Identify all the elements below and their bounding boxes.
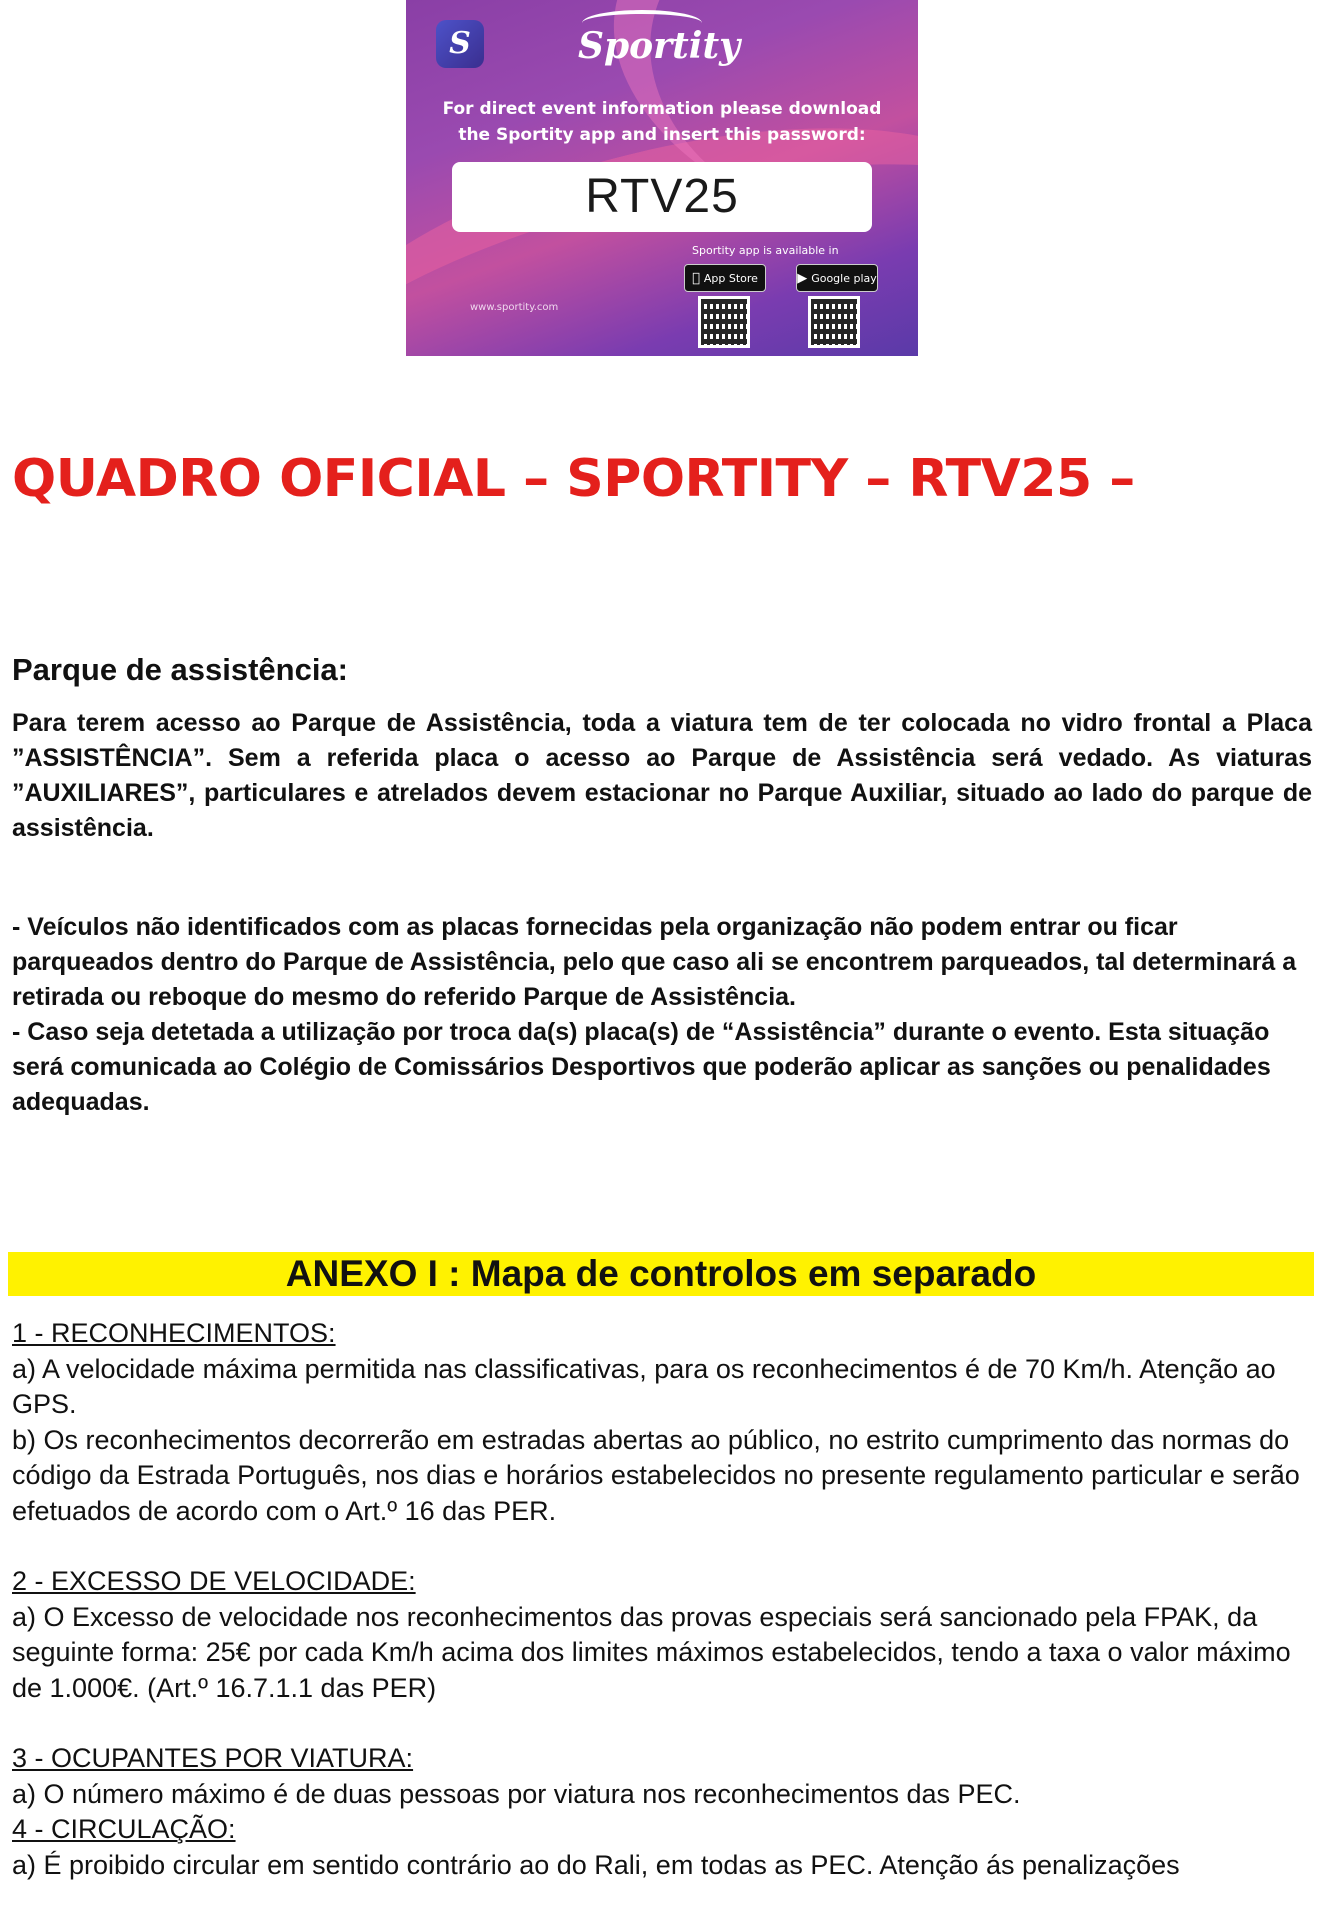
page-title: QUADRO OFICIAL – SPORTITY – RTV25 – (12, 449, 1135, 509)
banner-instructions (426, 96, 898, 148)
sportity-logo: Sportity (578, 25, 740, 67)
annex-title: ANEXO I : Mapa de controlos em separado (285, 1253, 1037, 1294)
app-store-badge[interactable] (684, 264, 766, 292)
assistance-rule-1: - Veículos não identificados com as placas fornecidas pela organização não podem entrar ou ficar parqueados dentro do Parque de Assistência, pelo que caso ali se encontrem parqueados, tal determinará a retirada ou reboque do mesmo do referido Parque de Assistência. (12, 913, 1297, 1011)
website-label: www.sportity.com (470, 302, 559, 313)
spacer (12, 1706, 1312, 1741)
google-play-qr-icon (808, 296, 860, 348)
annex-banner (8, 1252, 1314, 1296)
sportity-banner (406, 0, 918, 356)
section-3-item-a: a) O número máximo é de duas pessoas por viatura nos reconhecimentos das PEC. (12, 1778, 1021, 1809)
available-label: Sportity app is available in (692, 244, 839, 257)
app-store-label: App Store (699, 271, 755, 285)
section-1-item-b: b) Os reconhecimentos decorrerão em estradas abertas ao público, no estrito cumprimento das normas do código da Estrada Português, nos dias e horários estabelecidos no presente regulamento particular e serão efetuados de acordo com o Art.º 16 das PER. (12, 1424, 1300, 1526)
section-1-heading: 1 - RECONHECIMENTOS: (12, 1318, 336, 1348)
section-4-heading: 4 - CIRCULAÇÃO: (12, 1814, 236, 1844)
google-play-badge[interactable] (796, 264, 878, 292)
banner-line-2: the Sportity app and insert this password: (458, 125, 866, 145)
event-password: RTV25 (452, 162, 872, 232)
play-icon: ▶ (797, 270, 808, 286)
apple-icon (692, 271, 700, 286)
app-store-qr-icon (698, 296, 750, 348)
section-2-heading: 2 - EXCESSO DE VELOCIDADE: (12, 1566, 416, 1596)
assistance-paragraph-1: Para terem acesso ao Parque de Assistência, toda a viatura tem de ter colocada no vidro frontal a Placa ”ASSISTÊNCIA”. Sem a referida placa o acesso ao Parque de Assistência será vedado. As viaturas ”AUXILIARES”, particulares e atrelados devem estacionar no Parque Auxiliar, situado ao lado do parque de assistência. (12, 709, 1312, 842)
sportity-app-icon: S (436, 20, 484, 68)
google-play-label: Google play (811, 271, 877, 285)
assistance-rules (12, 910, 1312, 1120)
section-3-heading: 3 - OCUPANTES POR VIATURA: (12, 1743, 414, 1773)
section-1-item-a: a) A velocidade máxima permitida nas classificativas, para os reconhecimentos é de 70 Km/h. Atenção ao GPS. (12, 1353, 1276, 1419)
assistance-heading: Parque de assistência: (12, 652, 348, 687)
banner-line-1: For direct event information please download (442, 99, 882, 119)
assistance-rule-2: - Caso seja detetada a utilização por troca da(s) placa(s) de “Assistência” durante o evento. Esta situação será comunicada ao Colégio de Comissários Desportivos que poderão aplicar as sanções ou penalidades adequadas. (12, 1018, 1271, 1116)
annex-body (12, 1316, 1312, 1883)
section-2-item-a: a) O Excesso de velocidade nos reconhecimentos das provas especiais será sancionado pela FPAK, da seguinte forma: 25€ por cada Km/h acima dos limites máximos estabelecidos, tendo a taxa o valor máximo de 1.000€. (Art.º 16.7.1.1 das PER) (12, 1601, 1291, 1703)
section-4-item-a: a) É proibido circular em sentido contrário ao do Rali, em todas as PEC. Atenção ás penalizações (12, 1849, 1180, 1880)
spacer (12, 1529, 1312, 1564)
